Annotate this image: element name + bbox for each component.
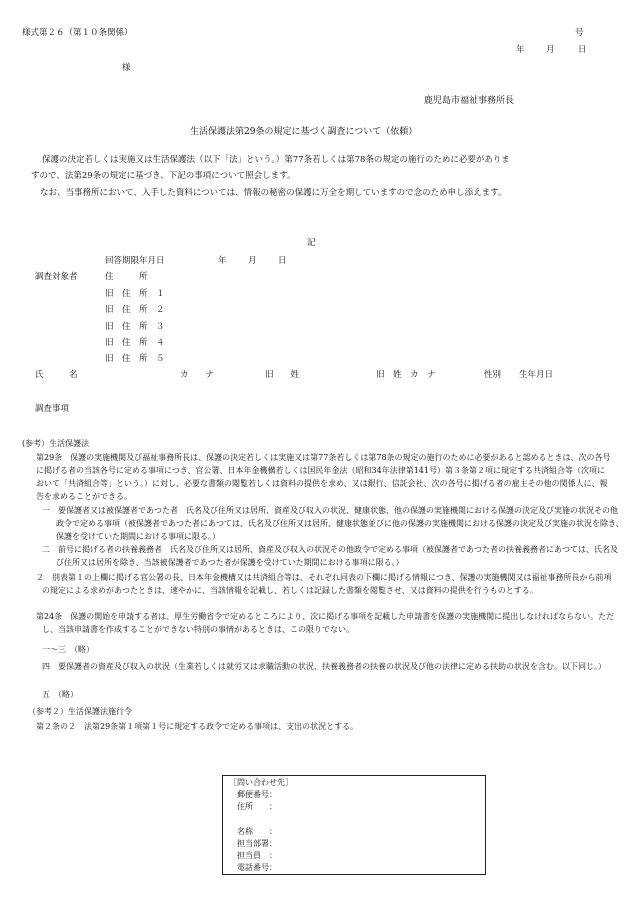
contact-postal-code-label: 郵便番号： — [237, 790, 277, 799]
reference-heading: (参考）生活保護法 — [22, 439, 90, 448]
address-label: 住 所 — [105, 272, 148, 282]
article-24-items-1-3: 一〜三 （略） — [42, 645, 94, 654]
deadline-day-label: 日 — [278, 256, 287, 266]
contact-address-label: 住所 ： — [237, 802, 277, 811]
old-address-5-label: 旧 住 所 ５ — [105, 354, 165, 364]
body-paragraph-1-line-2: すので、法第29条の規定に基づき、下記の事項について照会します。 — [31, 171, 296, 181]
kana-label: カ ナ — [180, 370, 215, 380]
subject-label: 調査対象者 — [35, 272, 78, 282]
old-address-2-label: 旧 住 所 ２ — [105, 305, 165, 315]
gender-label: 性別 — [484, 370, 502, 380]
document-title: 生活保護法第29条の規定に基づく調査について（依頼） — [190, 127, 418, 137]
deadline-label: 回答期限年月日 — [105, 256, 165, 266]
name-label: 氏 名 — [35, 370, 78, 380]
deadline-month-label: 月 — [248, 256, 257, 266]
reference-2-heading: （参考２）生活保護法施行令 — [28, 707, 132, 716]
old-address-3-label: 旧 住 所 ３ — [105, 322, 165, 332]
ordinance-article-2-2: 第２条の２ 法第29条第１項第１号に規定する政令で定める事項は、支出の状況とする。 — [36, 722, 359, 731]
article-29-item-1: 一 要保護者又は被保護者であつた者 氏名及び住所又は居所、資産及び収入の状況、健康状態、他の保護の実施機関における保護の決定及び実施の状況その他政令で定める事項（被保護者であつた者にあつては、氏名及び住所又は居所、健康状態並びに他の保護の実施機関における保護の決定及び実施の状況を除き、保護を受けていた期間における事項に限る。） — [42, 506, 624, 541]
contact-phone-label: 電話番号： — [237, 863, 277, 872]
body-paragraph-1-line-1: 保護の決定若しくは実施又は生活保護法（以下「法」という。）第77条若しくは第78条の規定の施行のために必要がありま — [42, 155, 510, 165]
old-surname-label: 旧 姓 — [265, 370, 300, 380]
contact-header: ［問い合わせ先］ — [229, 778, 293, 787]
contact-box — [222, 775, 486, 875]
ki-heading: 記 — [307, 238, 316, 248]
contact-organization-label: 名称 ： — [237, 827, 277, 836]
old-address-4-label: 旧 住 所 ４ — [105, 338, 165, 348]
contact-department-label: 担当部署： — [237, 839, 277, 848]
date-year-label: 年 — [516, 45, 525, 55]
sender-name: 鹿児島市福祉事務所長 — [424, 96, 515, 106]
date-day-label: 日 — [578, 45, 587, 55]
article-24-item-5: 五 （略） — [42, 690, 78, 699]
survey-items-label: 調査事項 — [35, 404, 70, 414]
date-month-label: 月 — [546, 45, 555, 55]
contact-person-label: 担当員 ： — [237, 851, 277, 860]
article-29-paragraph-2: ２ 別表第１の上欄に掲げる官公署の長、日本年金機構又は共済組合等は、それぞれ同表の下欄に掲げる情報につき、保護の実施機関又は福祉事務所長から前項の規定による求めがあつたときは、速やかに、当該情報を記載し、若しくは記録した書類を閲覧させ、又は資料の提供を行うものとする。 — [36, 573, 612, 595]
document-number-label: 号 — [575, 28, 584, 38]
body-paragraph-2: なお、当事務所において、入手した資料については、情報の秘密の保護に万全を期していますので念のため申し添えます。 — [40, 188, 507, 198]
deadline-year-label: 年 — [218, 256, 227, 266]
article-29-paragraph-1: 第29条 保護の実施機関及び福祉事務所長は、保護の決定若しくは実施又は第77条若しくは第78条の規定の施行のために必要があると認めるときは、次の各号に掲げる者の当該各号に定める事項につき、官公署、日本年金機構若しくは国民年金法（昭和34年法律第141号）第３条第２項に規定する共済組合等（次項において「共済組合等」という。）に対し、必要な書類の閲覧若しくは資料の提供を求め、又は銀行、信託会社、次の各号に掲げる者の雇主その他の関係人に、報告を求めることができる。 — [36, 453, 611, 501]
addressee-suffix: 様 — [122, 63, 131, 73]
old-address-1-label: 旧 住 所 １ — [105, 289, 165, 299]
article-24-item-4: 四 要保護者の資産及び収入の状況（生業若しくは就労又は求職活動の状況、扶養義務者の扶養の状況及び他の法律に定める扶助の状況を含む。以下同じ。） — [42, 662, 606, 671]
article-24: 第24条 保護の開始を申請する者は、厚生労働省令で定めるところにより、次に掲げる事項を記載した申請書を保護の実施機関に提出しなければならない。ただし、当該申請書を作成することができない特別の事情があるときは、この限りでない。 — [36, 612, 615, 634]
birthdate-label: 生年月日 — [519, 370, 554, 380]
article-29-item-2: 二 前号に掲げる者の扶養義務者 氏名及び住所又は居所、資産及び収入の状況その他政令で定める事項（被保護者であつた者の扶養義務者にあつては、氏名及び住所又は居所を除き、当該被保護者であつた者が保護を受けていた期間における事項に限る。） — [42, 545, 618, 567]
old-surname-kana-label: 旧 姓 カ ナ — [376, 370, 436, 380]
form-number: 様式第２６（第１０条関係） — [22, 28, 133, 38]
